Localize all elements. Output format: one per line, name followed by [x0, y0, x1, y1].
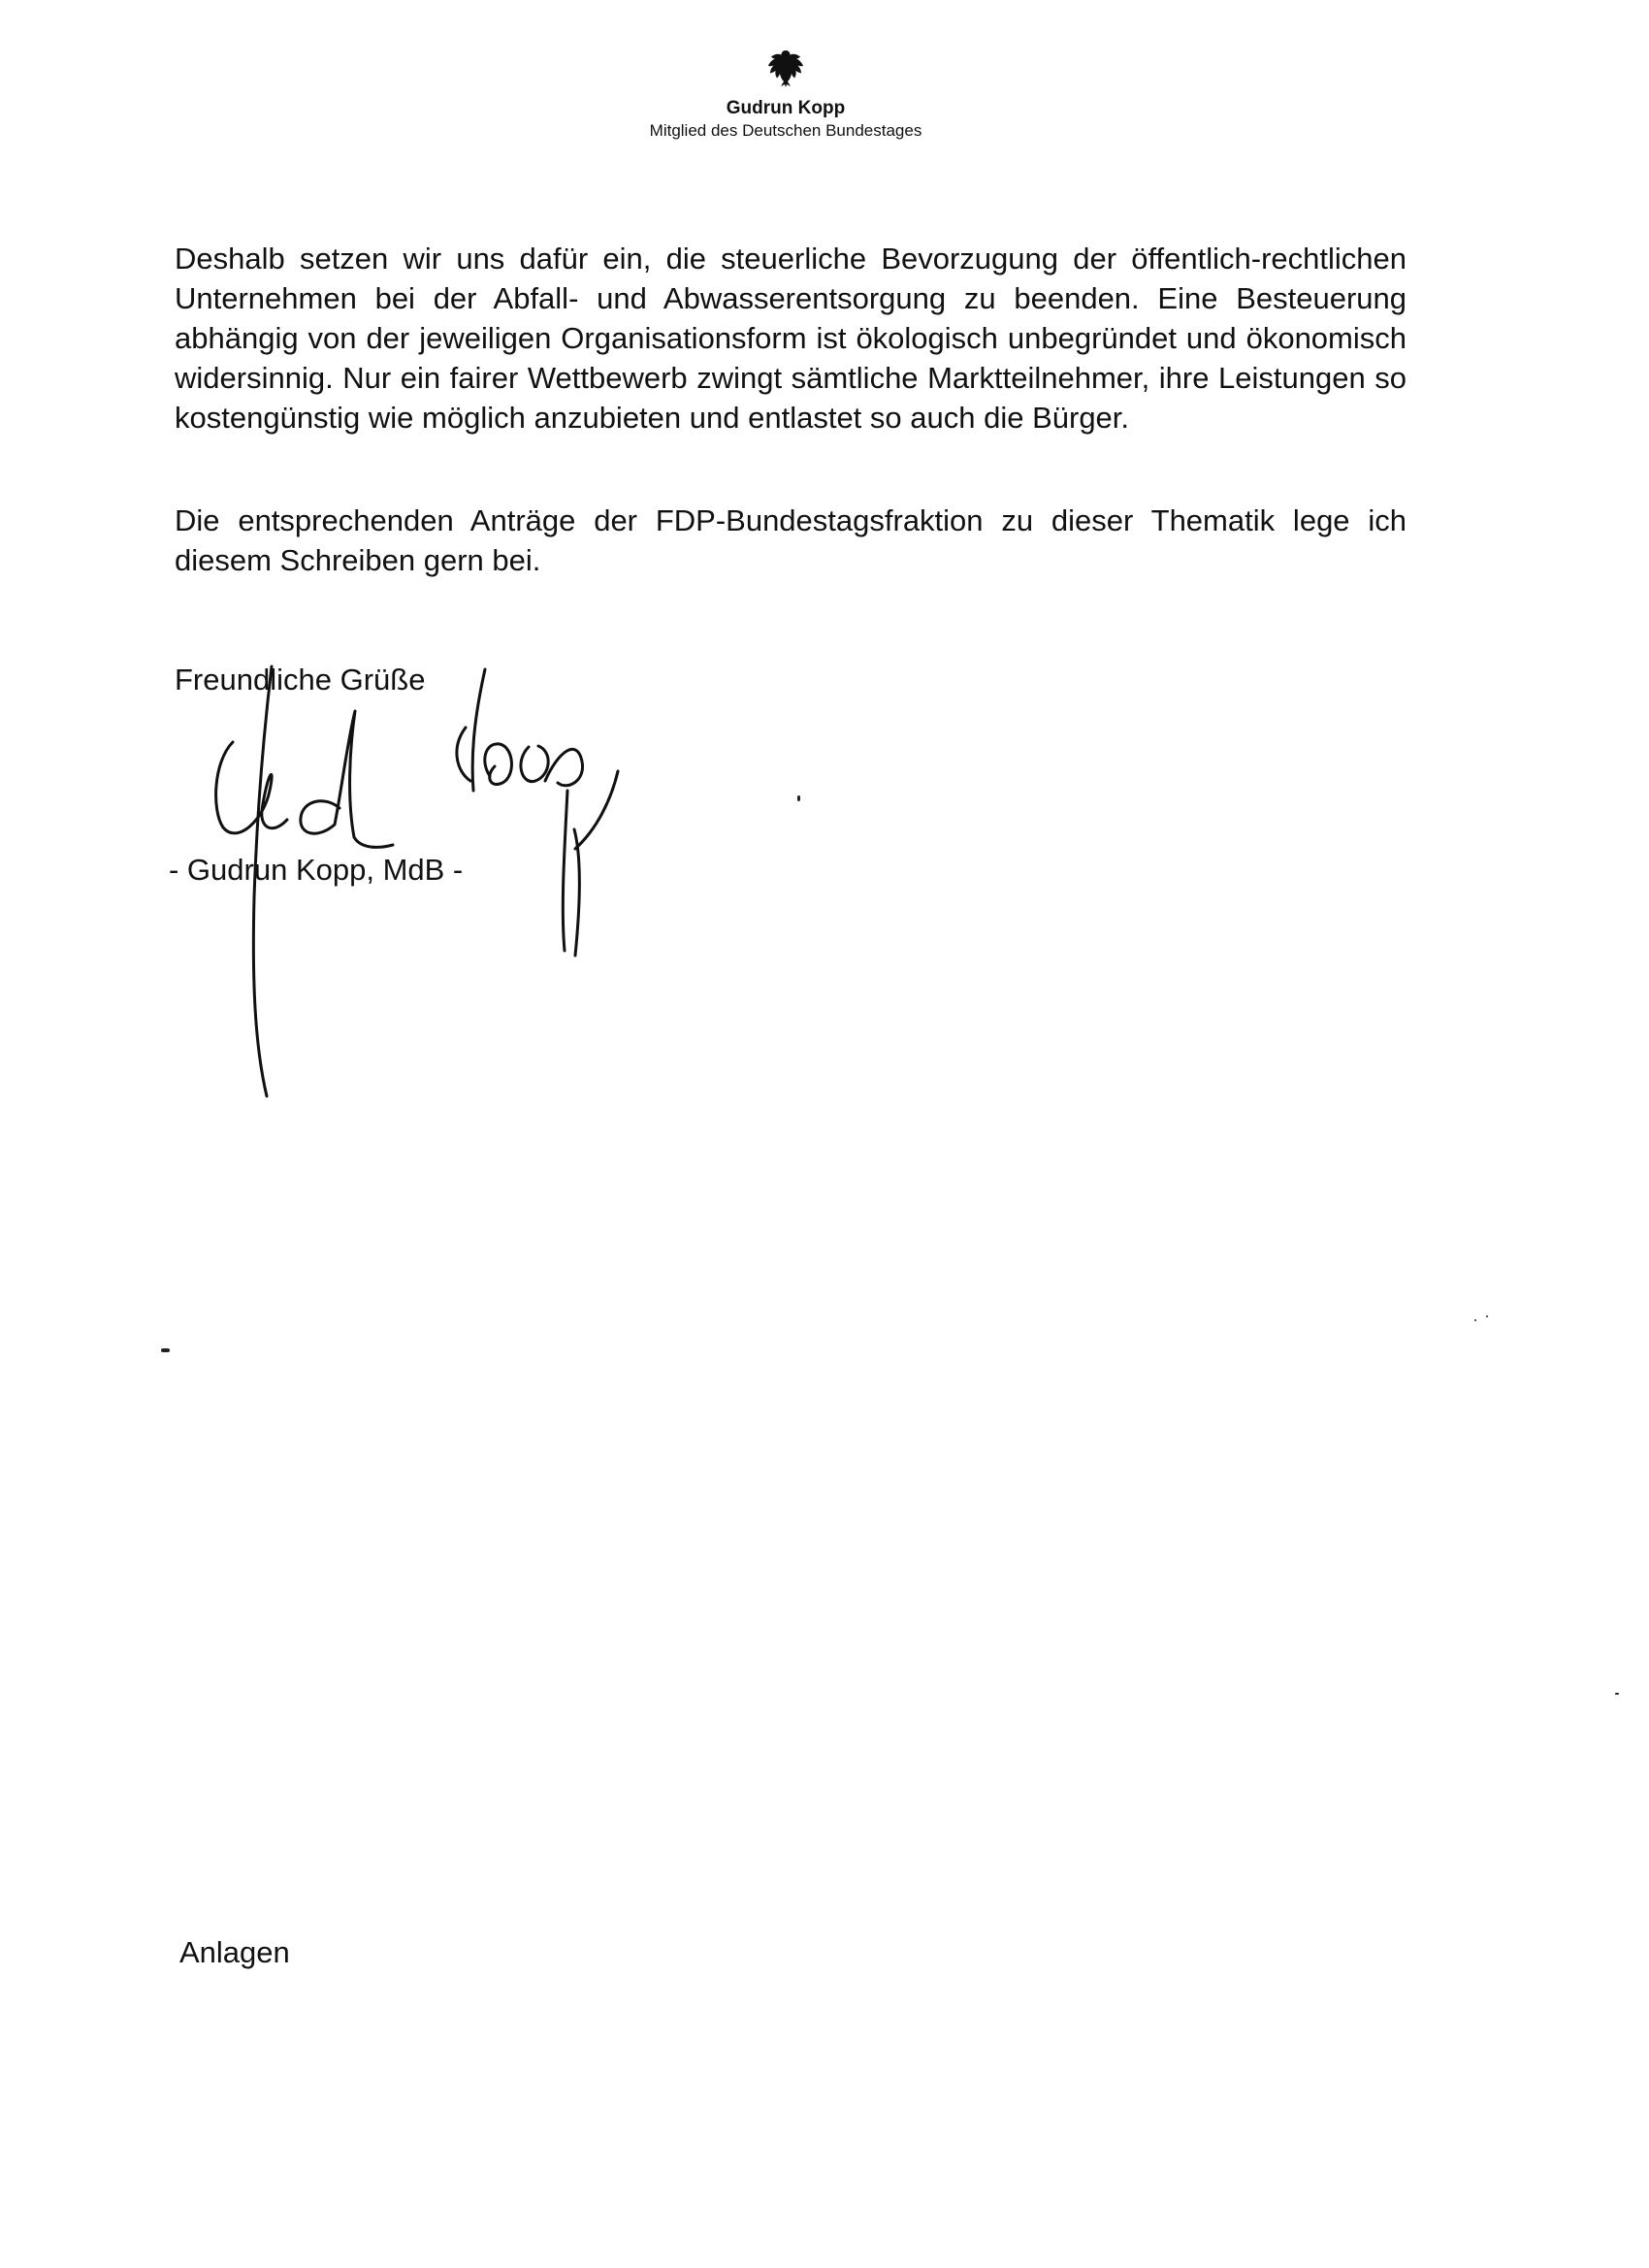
body-paragraph-1: Deshalb setzen wir uns dafür ein, die steuerliche Bevorzugung der öffentlich-rechtlichen Unternehmen bei der Abfall- und Abwasserentsorgung zu beenden. Eine Besteuerung abhängig von der jeweiligen Organisationsform ist ökologisch unbegründet und ökonomisch widersinnig. Nur ein fairer Wettbewerb zwingt sämtliche Marktteilnehmer, ihre Leistungen so kostengünstig wie möglich anzubieten und entlastet so auch die Bürger. [175, 242, 1406, 435]
scan-speck [1615, 1693, 1619, 1695]
body-paragraph-2: Die entsprechenden Anträge der FDP-Bundestagsfraktion zu dieser Thematik lege ich diesem Schreiben gern bei. [175, 503, 1406, 577]
handwritten-signature [194, 655, 640, 1111]
attachments-label: Anlagen [179, 1935, 290, 1969]
federal-eagle-icon [764, 47, 807, 89]
scan-speck [1474, 1319, 1476, 1321]
closing-greeting: Freundliche Grüße [175, 663, 426, 697]
scan-speck [1486, 1315, 1488, 1317]
signature-name: - Gudrun Kopp, MdB - [169, 853, 464, 887]
letterhead-role: Mitglied des Deutschen Bundestages [649, 121, 922, 140]
letterhead [543, 47, 1028, 142]
scan-speck [797, 795, 800, 801]
scan-speck [161, 1348, 170, 1352]
letterhead-name: Gudrun Kopp [726, 98, 846, 118]
